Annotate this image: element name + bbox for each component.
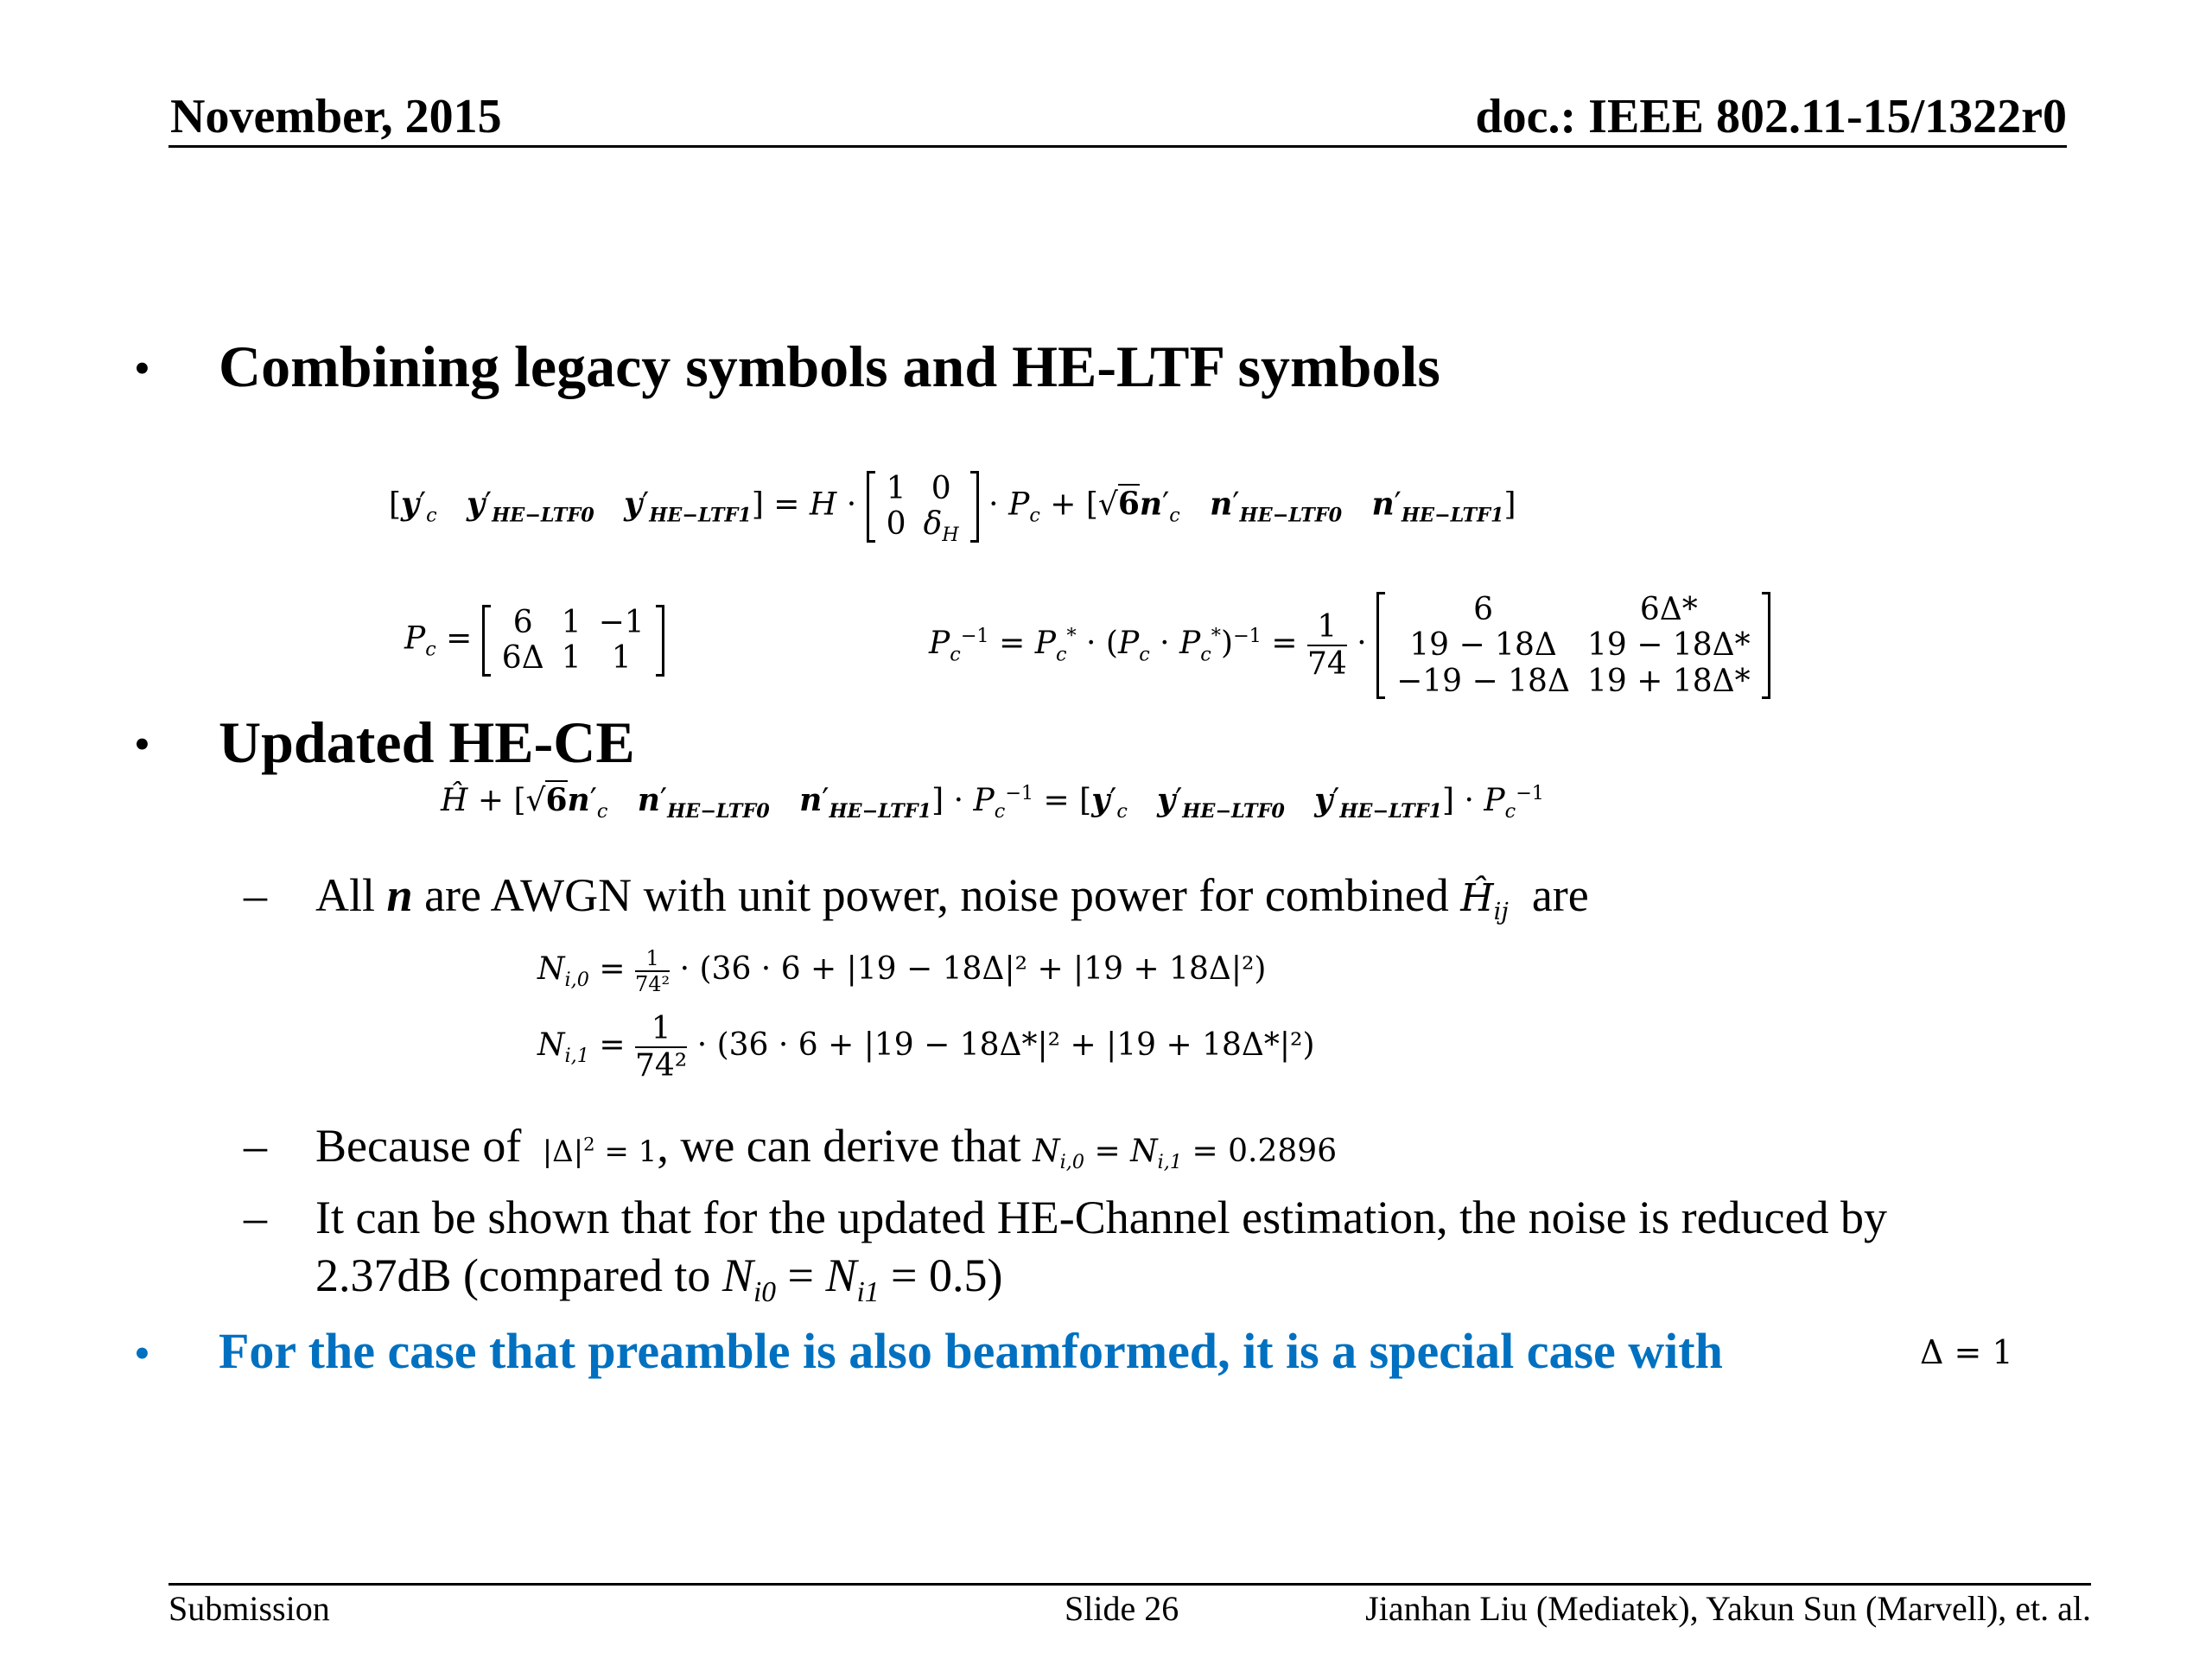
sub-bullet-awgn: All n are AWGN with unit power, noise power for combined $Ĥ_{ij}$ are [315,869,1589,925]
sub-bullet-noise-reduction-line1: It can be shown that for the updated HE-Channel estimation, the noise is reduced by [315,1192,1887,1243]
footer-slide-number: Slide 26 [1065,1589,1179,1628]
footer-authors: Jianhan Liu (Mediatek), Yakun Sun (Marvell), et. al. [1365,1589,2091,1628]
sub-bullet-because: Because of $|\Delta|^2 = 1$, we can derive that $N_{i,0} = N_{i,1} = 0.2896$ [315,1120,1338,1174]
noise-result: = 0.2896 [1192,1134,1338,1169]
equation-updated-hece: Ĥ + [$√6n'_c$ $n'_{HE-LTF0}$ $n'_{HE-LTF1}] \cdot P_c^{-1} = [y'_c$ $y'_{HE-LTF0}$ $y'_{HE-LTF1}] \cdot P_c^{-1}$ [441,782,1544,823]
footer-rule [168,1583,2091,1586]
equation-pc-matrix: $P_c$ = 6 1 −1 6Δ 1 1 [404,605,664,677]
sub-bullet-noise-reduction-line2: 2.37dB (compared to $N_{i0} = N_{i1} = 0.5$) [315,1249,1003,1308]
awgn-var-n: n [386,869,413,921]
bullet-beamformed-case: For the case that preamble is also beamformed, it is a special case with [219,1323,1723,1379]
noise-n0-rhs: · (36 · 6 + |19 − 18Δ|² + |19 + 18Δ|²) [679,951,1267,987]
bullet-dot: • [134,342,150,394]
equation-noise-n0: $N_{i,0}$ = $\frac{1}{\text{74²}}$ · (36 · 6 + |19 − 18Δ|² + |19 + 18Δ|²) [537,946,1267,996]
header-rule [168,145,2067,148]
equation-noise-n1: $N_{i,1}$ = $\frac{1}{\text{74²}}$ · (36 · 6 + |19 − 18Δ*|² + |19 + 18Δ*|²) [537,1011,1315,1084]
reduction-text-post: = 0.5) [891,1249,1003,1301]
awgn-text-post: are AWGN with unit power, noise power for combined [424,869,1449,921]
noise-n1-rhs: · (36 · 6 + |19 − 18Δ*|² + |19 + 18Δ*|²) [696,1027,1315,1063]
header-doc-id: doc.: IEEE 802.11-15/1322r0 [1475,90,2067,143]
footer-submission: Submission [168,1589,330,1628]
equation-received-signal: [$y'_c$ $y'_{HE-LTF0}$ $y'_{HE-LTF1}] = H$ · 1 0 0 $\delta_H$ · $P_c + [√6n'_c$ $n'_{HE-LTF0}$ $n'_{HE-LTF1}$] [389,471,1516,547]
bullet-dot: • [134,718,150,770]
awgn-text-end: are [1531,869,1589,921]
bullet-dot: • [134,1327,150,1379]
reduction-text-pre: 2.37dB (compared to [315,1249,711,1301]
header-date: November, 2015 [170,90,502,143]
equation-pc-inverse: $P_c^{-1} = P_c^* \cdot (P_c \cdot P_c^*)^{-1}$ = $\frac{1}{74}$ · 6 6Δ* 19 − 18Δ 19 − 18Δ* −19 − 18Δ 19 + 18Δ* [929,592,1770,699]
sub-bullet-dash: – [244,869,267,921]
beamformed-delta-condition: Δ = 1 [1920,1333,2013,1371]
sub-bullet-dash: – [244,1192,267,1243]
bullet-updated-hece-title: Updated HE-CE [219,709,635,775]
bullet-combining-title: Combining legacy symbols and HE-LTF symbols [219,334,1440,399]
sub-bullet-dash: – [244,1120,267,1172]
because-text-mid: , we can derive that [657,1120,1021,1172]
because-text-pre: Because of [315,1120,522,1172]
awgn-text-pre: All [315,869,376,921]
